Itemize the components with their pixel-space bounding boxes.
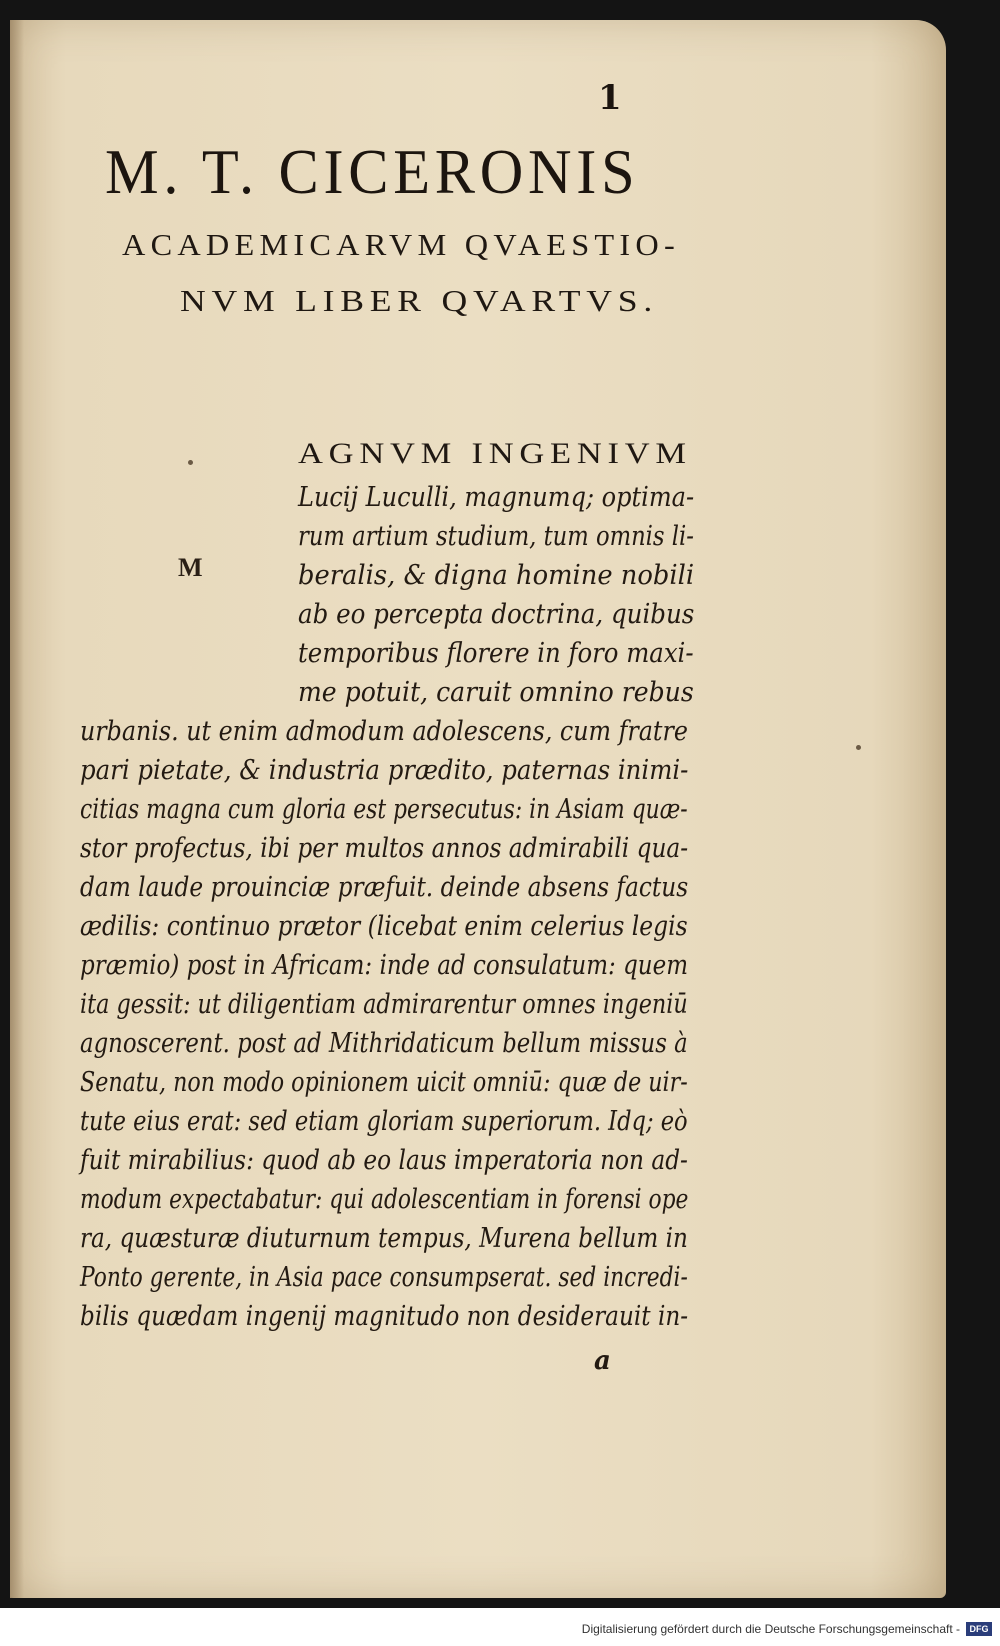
text-line: bilis quædam ingenij magnitudo non desiderauit in- <box>80 1301 689 1332</box>
initial-letter: M <box>178 553 203 582</box>
catchword: a <box>594 1346 611 1376</box>
text-line: me potuit, caruit omnino rebus <box>298 677 694 708</box>
footer-credit <box>582 1616 992 1642</box>
text-line: citias magna cum gloria est persecutus: in Asiam quæ- <box>80 794 688 825</box>
text-line: agnoscerent. post ad Mithridaticum bellum missus à <box>80 1028 688 1059</box>
subtitle-line-2: NVM LIBER QVARTVS. <box>180 283 659 318</box>
text-line: modum expectabatur: qui adolescentiam in forensi ope <box>80 1184 689 1215</box>
page-title: M. T. CICERONIS <box>105 136 640 207</box>
text-line: pari pietate, & industria prædito, paternas inimi- <box>80 755 689 786</box>
text-line: Lucij Luculli, magnumq; optima- <box>298 482 695 513</box>
text-line: temporibus florere in foro maxi- <box>298 638 694 669</box>
text-line: ab eo percepta doctrina, quibus <box>298 599 695 630</box>
opening-caps-line: AGNVM INGENIVM <box>298 437 692 470</box>
text-line: præmio) post in Africam: inde ad consulatum: quem <box>80 950 689 981</box>
text-line: beralis, & digna homine nobili <box>298 560 695 591</box>
text-line: dam laude prouinciæ præfuit. deinde absens factus <box>80 872 689 903</box>
ink-speck <box>856 745 861 750</box>
dfg-logo-icon: DFG <box>966 1622 992 1636</box>
text-line: urbanis. ut enim admodum adolescens, cum fratre <box>80 716 688 747</box>
text-line: rum artium studium, tum omnis li- <box>298 521 694 552</box>
text-line: stor profectus, ibi per multos annos admirabili qua- <box>80 833 689 864</box>
text-line: ædilis: continuo prætor (licebat enim celerius legis <box>80 911 688 942</box>
signature-mark: 1 <box>598 78 622 118</box>
ink-speck <box>188 460 193 465</box>
text-line: tute eius erat: sed etiam gloriam superiorum. Idq; eò <box>80 1106 688 1137</box>
text-line: Ponto gerente, in Asia pace consumpserat. sed incredi- <box>80 1262 688 1293</box>
subtitle-line-1: ACADEMICARVM QVAESTIO- <box>122 227 680 262</box>
text-line: Senatu, non modo opinionem uicit omniū: quæ de uir- <box>80 1067 688 1098</box>
footer-text: Digitalisierung gefördert durch die Deutsche Forschungsgemeinschaft - <box>581 1622 960 1636</box>
text-line: ra, quæsturæ diuturnum tempus, Murena bellum in <box>80 1223 688 1254</box>
text-line: fuit mirabilius: quod ab eo laus imperatoria non ad- <box>80 1145 688 1176</box>
text-line: ita gessit: ut diligentiam admirarentur omnes ingeniū <box>80 989 688 1020</box>
